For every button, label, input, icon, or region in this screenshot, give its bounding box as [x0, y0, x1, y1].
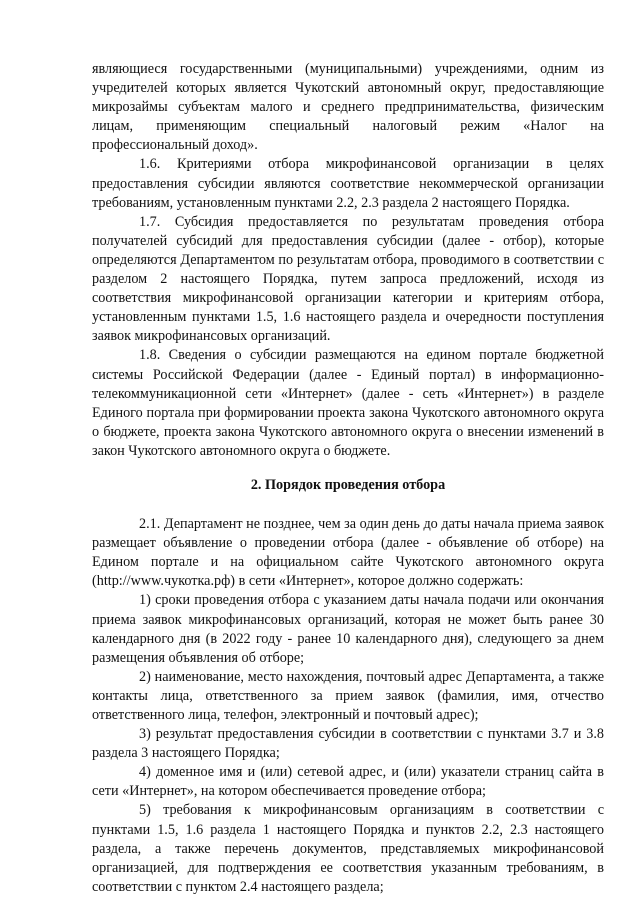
paragraph-1-6: 1.6. Критериями отбора микрофинансовой организации в целях предоставления субсидии являются соответствие некоммерческой организации требованиям, установленным пунктами 2.2, 2.3 раздела 2 настоящего Порядка. — [92, 156, 604, 211]
list-item-4: 4) доменное имя и (или) сетевой адрес, и (или) указатели страниц сайта в сети «Интернет», на котором обеспечивается проведение отбора; — [92, 764, 604, 800]
paragraph-continuation: являющиеся государственными (муниципальными) учреждениями, одним из учредителей которых является Чукотский автономный округ, предоставляющие микрозаймы субъектам малого и среднего предпринимательства, физическим лицам, применяющим специальный налоговый режим «Налог на профессиональный доход». — [92, 61, 604, 154]
section-title: 2. Порядок проведения отбора — [250, 476, 446, 493]
paragraph-1-7: 1.7. Субсидия предоставляется по результатам проведения отбора получателей субсидий для предоставления субсидии (далее - отбор), которые определяются Департаментом по результатам отбора, проводимого в соответствии с разделом 2 настоящего Порядка, путем запроса предложений, исходя из соответствия микрофинансовой организации категории и критериям отбора, установленным пунктами 1.5, 1.6 настоящего раздела и очередности поступления заявок микрофинансовых организаций. — [92, 213, 604, 345]
document-page — [92, 60, 604, 897]
paragraph-2-1: 2.1. Департамент не позднее, чем за один день до даты начала приема заявок размещает объявление о проведении отбора (далее - объявление об отборе) на Едином портале и на официальном сайте Чукотского автономного округа (http://www.чукотка.рф) в сети «Интернет», которое должно содержать: — [92, 516, 604, 590]
list-item-5: 5) требования к микрофинансовым организациям в соответствии с пунктами 1.5, 1.6 раздела 1 настоящего Порядка и пунктов 2.2, 2.3 настоящего раздела, а также перечень документов, представляемых микрофинансовой организацией, для подтверждения ее соответствия указанным требованиям, в соответствии с пунктом 2.4 настоящего раздела; — [92, 802, 604, 895]
list-item-1: 1) сроки проведения отбора с указанием даты начала подачи или окончания приема заявок микрофинансовых организаций, которая не может быть ранее 30 календарного дня (в 2022 году - ранее 10 календарного дня), следующего за днем размещения объявления об отборе; — [92, 592, 604, 666]
list-item-2: 2) наименование, место нахождения, почтовый адрес Департамента, а также контакты лица, ответственного за прием заявок (фамилия, имя, отчество ответственного лица, телефон, электронный и почтовый адрес); — [92, 668, 604, 723]
list-item-3: 3) результат предоставления субсидии в соответствии с пунктами 3.7 и 3.8 раздела 3 настоящего Порядка; — [92, 726, 604, 762]
paragraph-1-8: 1.8. Сведения о субсидии размещаются на едином портале бюджетной системы Российской Федерации (далее - Единый портал) в информационно-телекоммуникационной сети «Интернет» (далее - сеть «Интернет») в разделе Единого портала при формировании проекта закона Чукотского автономного округа о бюджете, проекта закона Чукотского автономного округа о внесении изменений в закон Чукотского автономного округа о бюджете. — [92, 347, 604, 459]
